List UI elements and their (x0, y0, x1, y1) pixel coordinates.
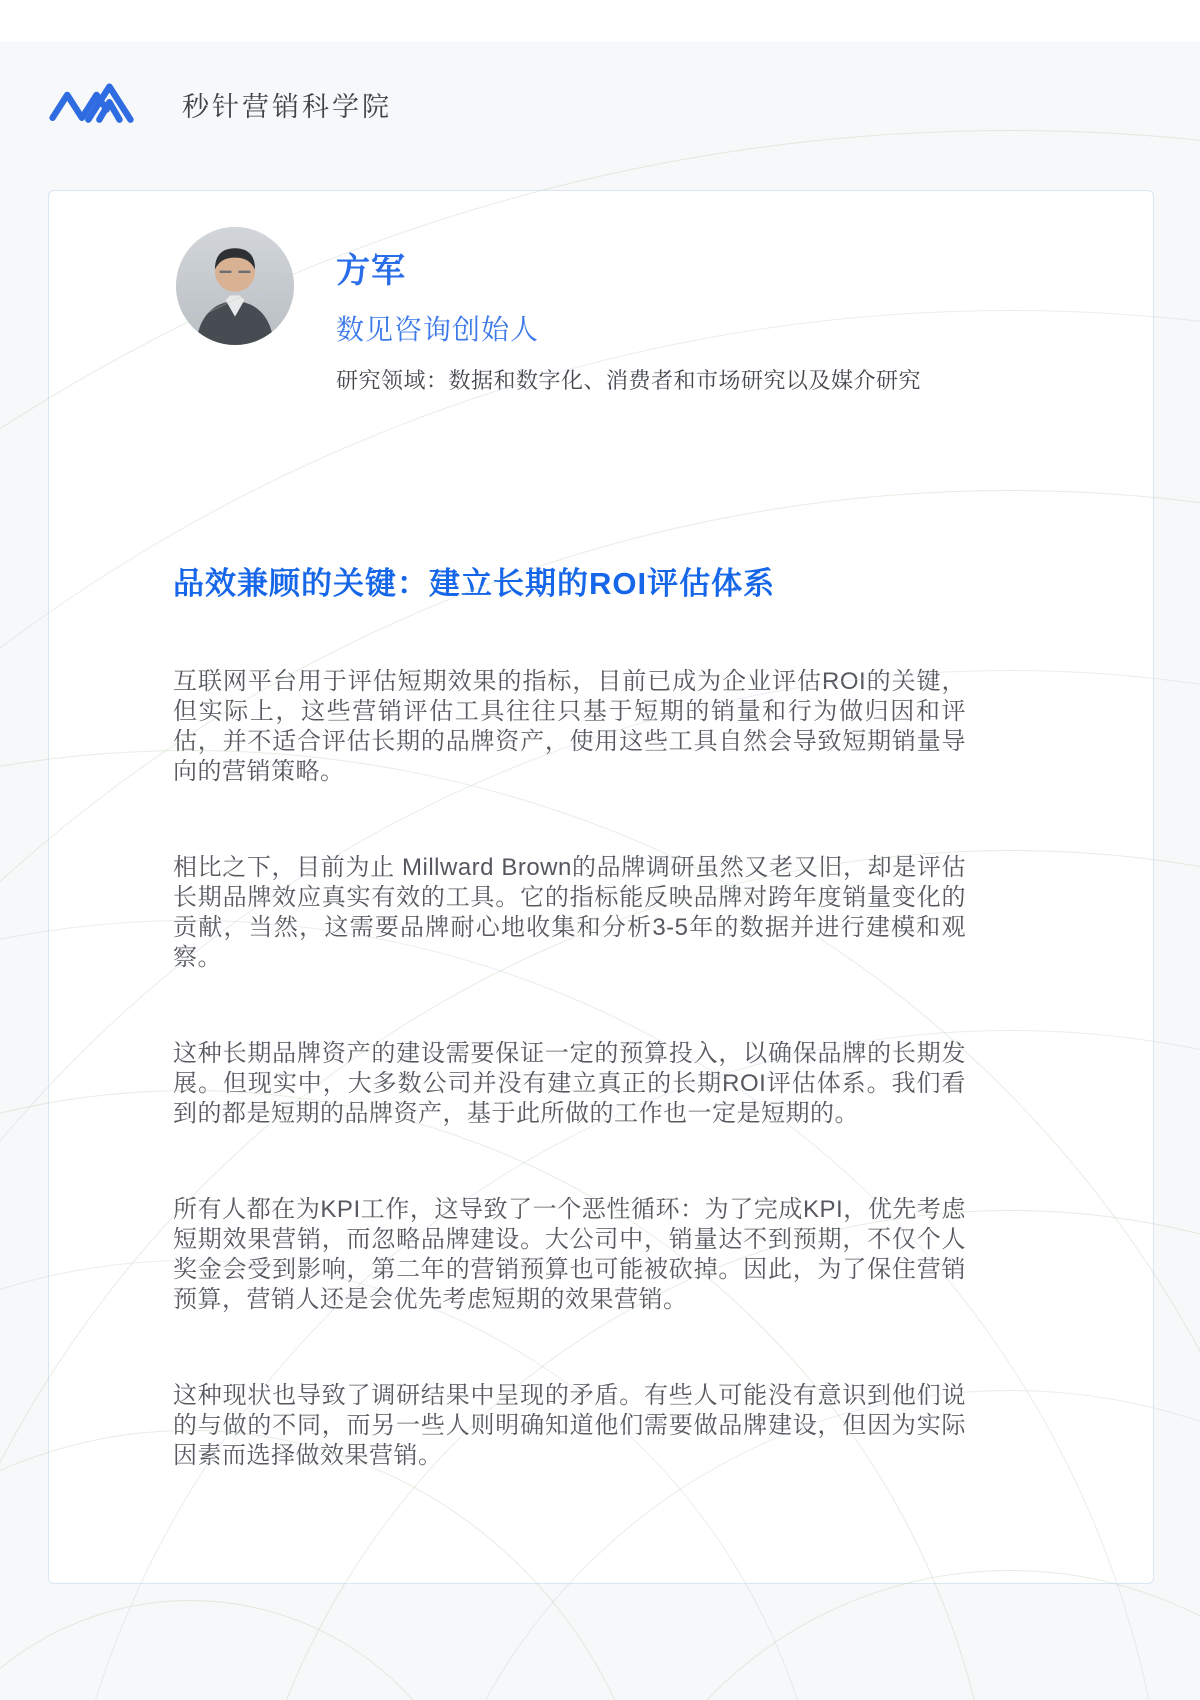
article-paragraph: 相比之下，目前为止 Millward Brown的品牌调研虽然又老又旧，却是评估长期品牌效应真实有效的工具。它的指标能反映品牌对跨年度销量变化的贡献，当然，这需要品牌耐心地收集和分析3-5年的数据并进行建模和观察。 (173, 854, 966, 971)
article-paragraph: 这种现状也导致了调研结果中呈现的矛盾。有些人可能没有意识到他们说的与做的不同，而另一些人则明确知道他们需要做品牌建设，但因为实际因素而选择做效果营销。 (173, 1382, 966, 1469)
brand-name: 秒针营销科学院 (182, 91, 392, 122)
person-portrait-icon (176, 227, 294, 345)
top-white-strip (0, 0, 1200, 42)
profile-text (336, 227, 921, 395)
person-title: 数见咨询创始人 (336, 314, 540, 345)
article (173, 558, 966, 1471)
article-heading: 品效兼顾的关键：建立长期的ROI评估体系 (173, 566, 776, 601)
content-card (48, 190, 1154, 1584)
miaozhen-logo-icon (48, 72, 136, 136)
article-paragraph: 互联网平台用于评估短期效果的指标，目前已成为企业评估ROI的关键，但实际上，这些营销评估工具往往只基于短期的销量和行为做归因和评估，并不适合评估长期的品牌资产，使用这些工具自然会导致短期销量导向的营销策略。 (173, 668, 966, 785)
profile-photo (176, 227, 294, 345)
person-research-areas: 研究领域：数据和数字化、消费者和市场研究以及媒介研究 (336, 368, 922, 393)
article-paragraph: 所有人都在为KPI工作，这导致了一个恶性循环：为了完成KPI，优先考虑短期效果营销，而忽略品牌建设。大公司中，销量达不到预期，不仅个人奖金会受到影响，第二年的营销预算也可能被砍掉。因此，为了保住营销预算，营销人还是会优先考虑短期的效果营销。 (173, 1196, 966, 1313)
article-paragraph: 这种长期品牌资产的建设需要保证一定的预算投入，以确保品牌的长期发展。但现实中，大多数公司并没有建立真正的长期ROI评估体系。我们看到的都是短期的品牌资产，基于此所做的工作也一定是短期的。 (173, 1040, 966, 1127)
profile-block (176, 227, 921, 395)
brand-header (48, 72, 392, 136)
person-name: 方军 (336, 252, 406, 290)
